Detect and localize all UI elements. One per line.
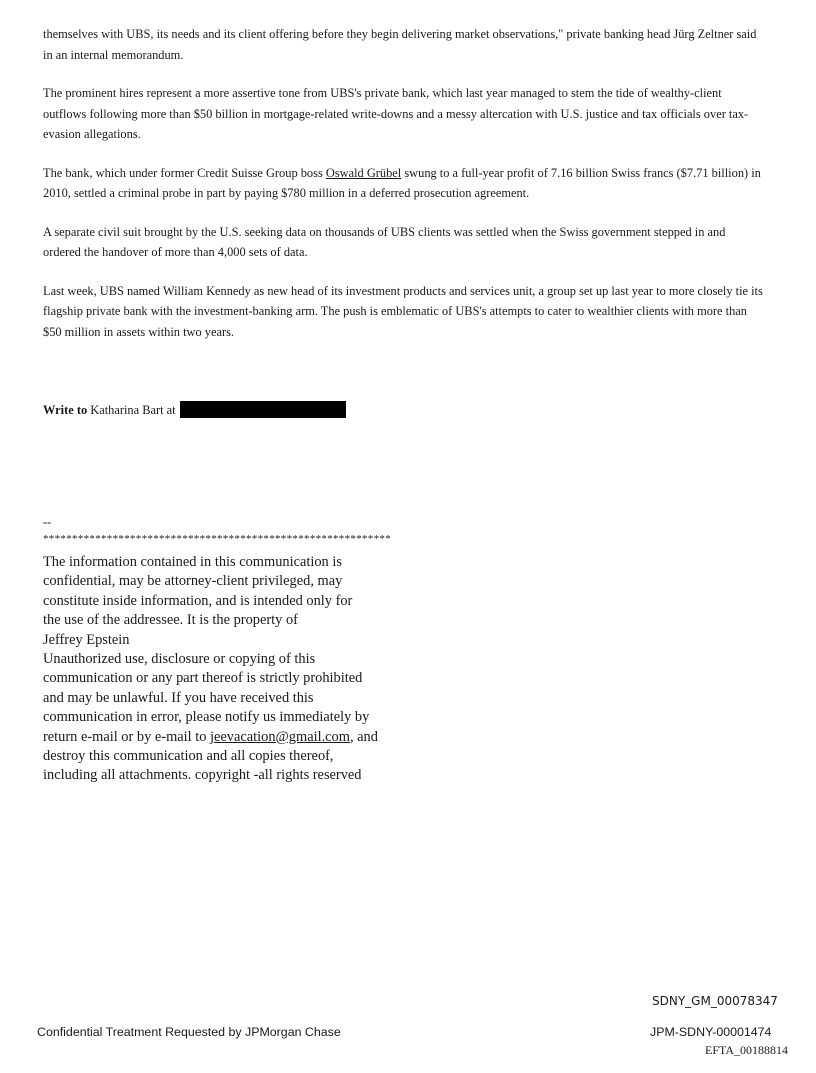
article-paragraph-3 — [43, 163, 763, 204]
notice-line: communication or any part thereof is strictly prohibited — [43, 670, 363, 687]
notice-email-after: , and — [349, 728, 378, 745]
paragraph-3-text-before: The bank, which under former Credit Suisse Group boss — [43, 165, 326, 180]
signature-dash: -- — [43, 515, 52, 529]
notice-line: Unauthorized use, disclosure or copying of this — [43, 651, 316, 668]
article-paragraph-2: The prominent hires represent a more assertive tone from UBS's private bank, which last year managed to stem the tide of wealthy-client outflows following more than $50 billion in mortgage-related write-downs and a messy altercation with U.S. justice and tax officials over tax-evasion allegations. — [43, 86, 749, 141]
bates-number-sdny: SDNY_GM_00078347 — [652, 994, 778, 1008]
notice-line: Jeffrey Epstein — [43, 631, 130, 648]
article-paragraph-1: themselves with UBS, its needs and its client offering before they begin delivering market observations," private banking head Jürg Zeltner said in an internal memorandum. — [43, 27, 757, 62]
notice-line: the use of the addressee. It is the property of — [43, 612, 298, 629]
notice-email-line — [43, 728, 423, 747]
article-paragraph-4: A separate civil suit brought by the U.S. seeking data on thousands of UBS clients was settled when the Swiss government stepped in and ordered the handover of more than 4,000 sets of data. — [43, 224, 726, 259]
notice-line: communication in error, please notify us immediately by — [43, 709, 370, 726]
write-to-author: Katharina Bart at — [87, 403, 176, 417]
efta-number: EFTA_00188814 — [705, 1043, 789, 1057]
confidentiality-notice — [43, 553, 423, 786]
write-to-line — [43, 400, 346, 420]
article-paragraph-5: Last week, UBS named William Kennedy as new head of its investment products and services unit, a group set up last year to more closely tie its flagship private bank with the investment-banking arm. The push is emblematic of UBS's attempts to cater to wealthier clients with more than $50 million in assets within two years. — [43, 283, 763, 339]
notice-line: constitute inside information, and is intended only for — [43, 592, 353, 609]
notice-line: including all attachments. copyright -all rights reserved — [43, 767, 362, 784]
write-to-label: Write to — [43, 403, 88, 417]
notice-line: destroy this communication and all copies thereof, — [43, 748, 334, 765]
paragraph-3-text-after: swung to a full-year profit of 7.16 billion Swiss francs ($7.71 billion) in 2010, settled a criminal probe in part by paying $780 million in a deferred prosecution agreement. — [43, 165, 761, 200]
notice-email-before: return e-mail or by e-mail to — [43, 728, 211, 745]
email-link[interactable]: jeevacation@gmail.com — [210, 728, 350, 745]
signature-star-line: ************************************************************ — [43, 533, 391, 545]
redaction-box — [180, 401, 346, 418]
oswald-grubel-link[interactable]: Oswald Grübel — [325, 165, 402, 180]
confidential-treatment-footer: Confidential Treatment Requested by JPMorgan Chase — [37, 1025, 341, 1039]
notice-line: and may be unlawful. If you have received this — [43, 689, 314, 706]
article-body — [43, 24, 763, 360]
bates-number-jpm: JPM-SDNY-00001474 — [650, 1025, 772, 1039]
notice-line: The information contained in this communication is — [43, 554, 342, 570]
notice-line: confidential, may be attorney-client privileged, may — [43, 573, 343, 590]
